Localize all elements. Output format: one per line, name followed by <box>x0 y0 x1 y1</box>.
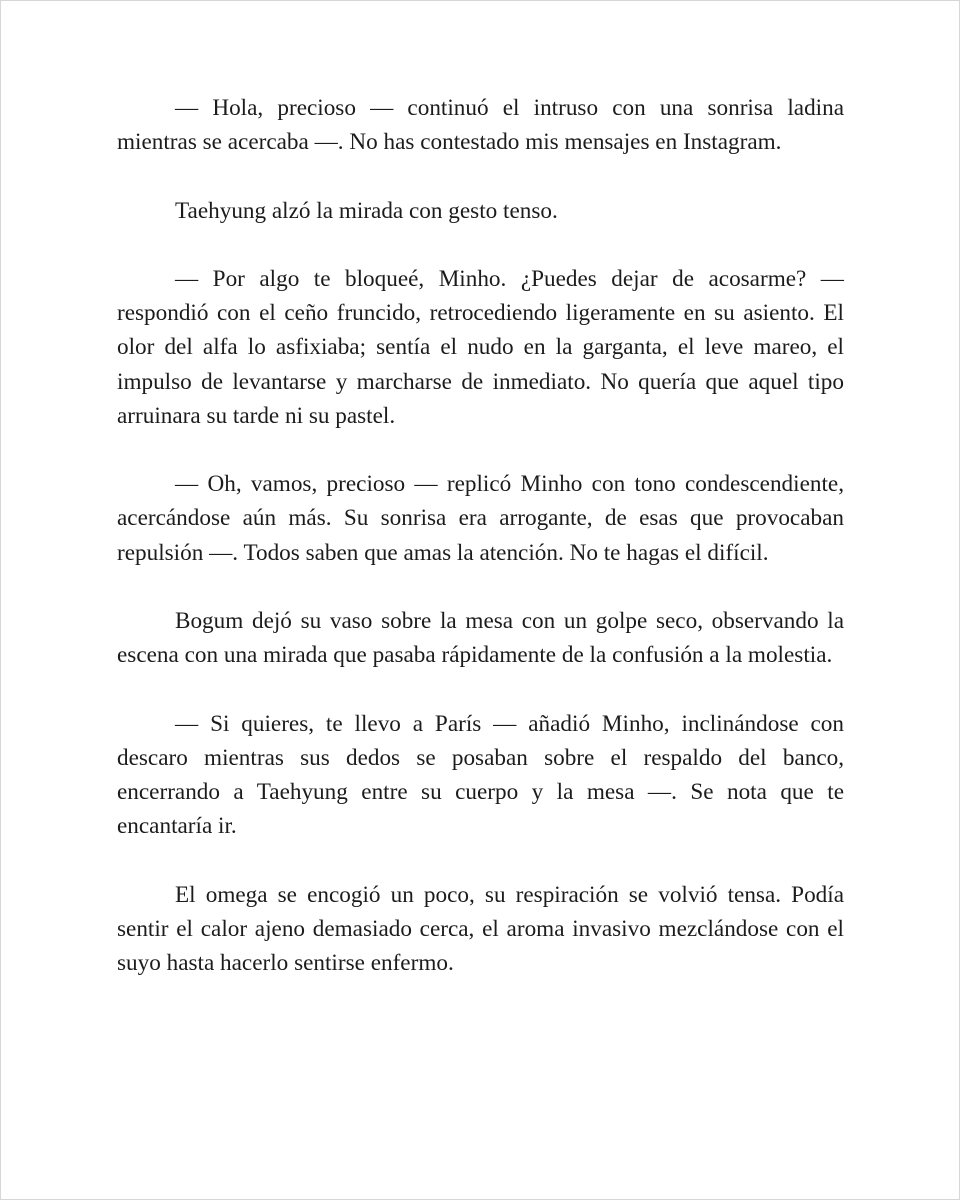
paragraph: Taehyung alzó la mirada con gesto tenso. <box>175 197 558 224</box>
paragraph: — Hola, precioso — continuó el intruso con una sonrisa ladina mientras se acercaba —. No has contestado mis mensajes en Instagram. <box>117 95 844 156</box>
paragraph: — Por algo te bloqueé, Minho. ¿Puedes dejar de acosarme? — respondió con el ceño fruncido, retrocediendo ligeramente en su asiento. El olor del alfa lo asfixiaba; sentía el nudo en la garganta, el leve mareo, el impulso de levantarse y marcharse de inmediato. No quería que aquel tipo arruinara su tarde ni su pastel. <box>117 265 844 429</box>
paragraph: Bogum dejó su vaso sobre la mesa con un golpe seco, observando la escena con una mirada que pasaba rápidamente de la confusión a la molestia. <box>117 607 844 669</box>
paragraph: — Si quieres, te llevo a París — añadió Minho, inclinándose con descaro mientras sus dedos se posaban sobre el respaldo del banco, encerrando a Taehyung entre su cuerpo y la mesa —. Se nota que te encantaría ir. <box>117 710 844 840</box>
story-text <box>117 91 844 1014</box>
paragraph: El omega se encogió un poco, su respiración se volvió tensa. Podía sentir el calor ajeno demasiado cerca, el aroma invasivo mezclándose con el suyo hasta hacerlo sentirse enfermo. <box>117 881 844 976</box>
paragraph: — Oh, vamos, precioso — replicó Minho con tono condescendiente, acercándose aún más. Su sonrisa era arrogante, de esas que provocaban repulsión —. Todos saben que amas la atención. No te hagas el difícil. <box>117 471 844 566</box>
